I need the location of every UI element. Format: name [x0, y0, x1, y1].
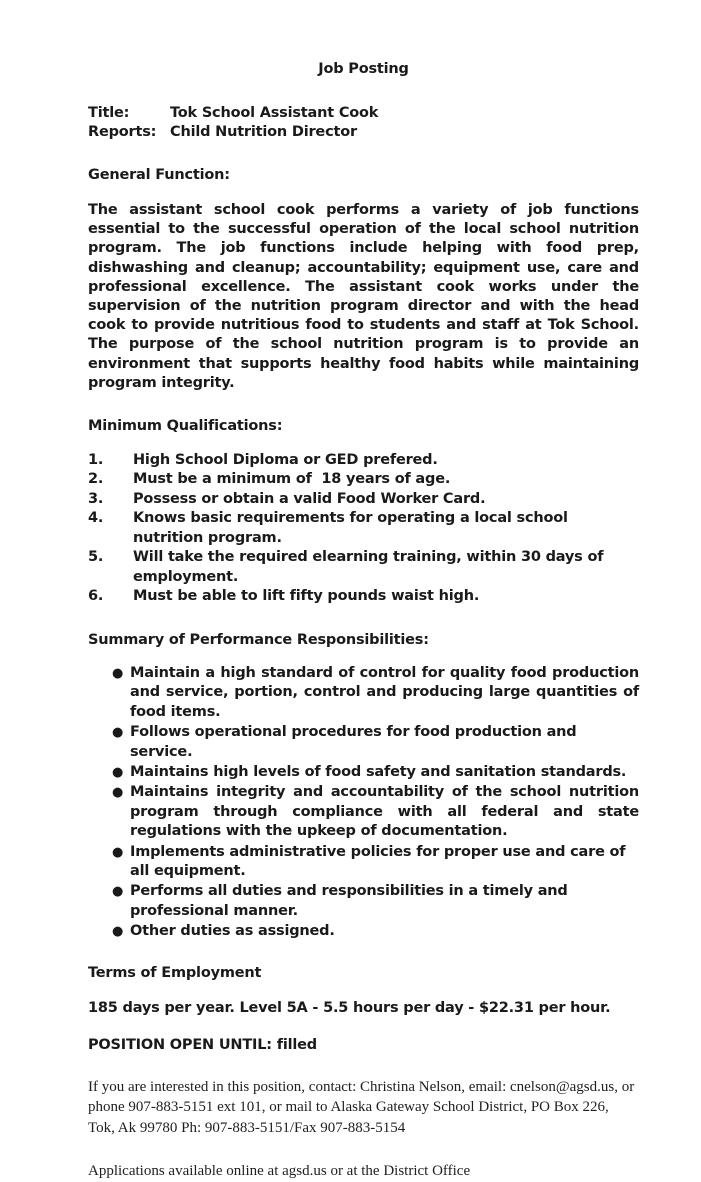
document-content — [88, 62, 639, 1182]
terms-of-employment-details: 185 days per year. Level 5A - 5.5 hours per day - $22.31 per hour. — [88, 999, 611, 1016]
list-item-text: Performs all duties and responsibilities in a timely and professional manner. — [130, 883, 568, 919]
contact-paragraph: If you are interested in this position, contact: Christina Nelson, email: cnelson@agsd.us, or phone 907-883-5151 ext 101, or mail to Alaska Gateway School District, PO Box 226, Tok, Ak 99780 Ph: 907-883-5151/Fax 907-883-5154 — [88, 1078, 635, 1136]
bullet-icon: ● — [112, 765, 124, 780]
heading-general-function: General Function: — [88, 166, 230, 183]
bullet-icon: ● — [112, 665, 124, 681]
bullet-icon: ● — [112, 785, 124, 801]
meta-label-reports: Reports: — [88, 123, 157, 140]
list-item-number: 6. — [88, 588, 104, 605]
meta-row-title — [88, 104, 639, 123]
list-item — [88, 470, 639, 490]
meta-value-title: Tok School Assistant Cook — [170, 104, 379, 121]
list-item-text: Maintains integrity and accountability of the school nutrition program through compliance with all federal and state regulations with the upkeep of documentation. — [130, 784, 639, 840]
position-open-until: POSITION OPEN UNTIL: filled — [88, 1036, 317, 1053]
list-item-number: 5. — [88, 549, 104, 566]
bullet-icon: ● — [112, 844, 124, 860]
list-item-number: 1. — [88, 451, 104, 468]
list-item-text: Possess or obtain a valid Food Worker Card. — [133, 490, 486, 507]
list-item — [112, 723, 639, 762]
bullet-icon: ● — [112, 924, 124, 940]
paragraph-general-function: The assistant school cook performs a variety of job functions essential to the successful operation of the local school nutrition program. The job functions include helping with food prep, dishwashing and cleanup; accountability; equipment use, care and professional excellence. The assistant cook works under the supervision of the nutrition program director and with the head cook to provide nutritious food to students and staff at Tok School. The purpose of the school nutrition program is to provide an environment that supports healthy food habits while maintaining program integrity. — [88, 201, 639, 391]
list-item-text: Other duties as assigned. — [130, 923, 335, 940]
minimum-qualifications-list — [88, 451, 639, 607]
list-item — [112, 664, 639, 722]
list-item-number: 4. — [88, 510, 104, 527]
list-item-number: 2. — [88, 471, 104, 488]
list-item-text: Maintains high levels of food safety and sanitation standards. — [130, 764, 627, 780]
bullet-icon: ● — [112, 725, 124, 741]
list-item — [112, 783, 639, 841]
performance-responsibilities-list — [88, 664, 639, 942]
list-item-text: Must be a minimum of 18 years of age. — [133, 471, 451, 488]
bullet-icon: ● — [112, 884, 124, 900]
list-item-text: Knows basic requirements for operating a local school nutrition program. — [133, 510, 573, 546]
heading-performance-responsibilities: Summary of Performance Responsibilities: — [88, 631, 429, 648]
list-item — [88, 490, 639, 510]
list-item-text: Follows operational procedures for food production and service. — [130, 724, 577, 760]
list-item — [112, 763, 639, 782]
list-item — [112, 922, 639, 941]
job-meta-block — [88, 104, 639, 142]
list-item — [112, 882, 639, 921]
page-title: Job Posting — [318, 61, 409, 77]
heading-minimum-qualifications: Minimum Qualifications: — [88, 417, 283, 434]
list-item — [88, 587, 639, 607]
list-item — [88, 548, 639, 587]
list-item-text: Maintain a high standard of control for quality food production and service, portion, control and producing large quantities of food items. — [130, 664, 639, 720]
heading-terms-of-employment: Terms of Employment — [88, 964, 262, 981]
list-item-text: High School Diploma or GED prefered. — [133, 451, 438, 468]
list-item-number: 3. — [88, 490, 104, 507]
list-item — [88, 509, 639, 548]
list-item — [112, 843, 639, 882]
list-item-text: Will take the required elearning training, within 30 days of employment. — [133, 549, 609, 585]
applications-note: Applications available online at agsd.us or at the District Office — [88, 1163, 471, 1180]
list-item-text: Must be able to lift fifty pounds waist high. — [133, 588, 480, 605]
meta-label-title: Title: — [88, 104, 130, 121]
list-item-text: Implements administrative policies for proper use and care of all equipment. — [130, 843, 626, 880]
meta-value-reports: Child Nutrition Director — [170, 123, 357, 140]
list-item — [88, 451, 639, 471]
meta-row-reports — [88, 123, 639, 142]
